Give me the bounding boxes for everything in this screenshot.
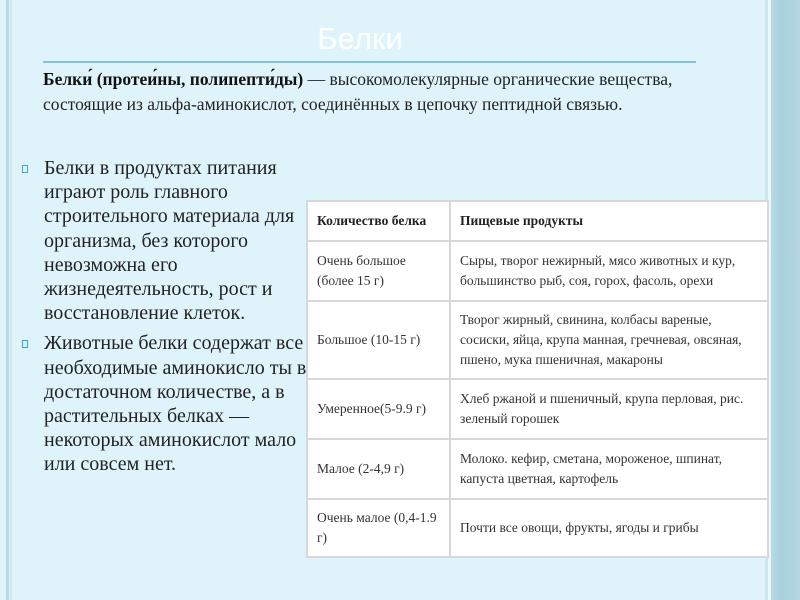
- protein-content-table: [306, 200, 769, 558]
- table-row: [307, 379, 768, 439]
- cell-amount: Большое (10-15 г): [307, 301, 450, 379]
- bullet-item: [22, 156, 307, 325]
- bullet-list: [22, 156, 307, 483]
- table-row: [307, 301, 768, 379]
- cell-products: Сыры, творог нежирный, мясо животных и кур, большинство рыб, соя, горох, фасоль, орехи: [450, 241, 768, 301]
- cell-products: Творог жирный, свинина, колбасы вареные, сосиски, яйца, крупа манная, гречневая, овсяная, пшено, мука пшеничная, макароны: [450, 301, 768, 379]
- bullet-item: [22, 331, 307, 476]
- definition-term: Белки́ (протеи́ны, полипепти́ды): [43, 69, 304, 89]
- table-row: [307, 499, 768, 557]
- cell-amount: Умеренное(5-9.9 г): [307, 379, 450, 439]
- cell-amount: Очень малое (0,4-1.9 г): [307, 499, 450, 557]
- cell-amount: Малое (2-4,9 г): [307, 439, 450, 499]
- header-protein-amount: Количество белка: [307, 201, 450, 241]
- cell-products: Почти все овощи, фрукты, ягоды и грибы: [450, 499, 768, 557]
- bullet-text: Животные белки содержат все необходимые аминокисло ты в достаточном количестве, а в растительных белках — некоторых аминокислот мало или совсем нет.: [44, 332, 307, 476]
- table-row: [307, 439, 768, 499]
- header-food-products: Пищевые продукты: [450, 201, 768, 241]
- table-row: [307, 241, 768, 301]
- slide-right-frame: [765, 0, 800, 600]
- slide-left-border-inner: [10, 0, 12, 600]
- slide-left-border: [6, 0, 9, 600]
- definition-text: — высокомолекулярные органические вещества, состоящие из альфа-аминокислот, соединённых в цепочку пептидной связью.: [43, 69, 673, 114]
- bullet-square-icon: [22, 340, 28, 348]
- cell-amount: Очень большое (более 15 г): [307, 241, 450, 301]
- definition-paragraph: [43, 67, 723, 117]
- slide-title: Белки: [317, 21, 403, 56]
- cell-products: Хлеб ржаной и пшеничный, крупа перловая, рис. зеленый горошек: [450, 379, 768, 439]
- cell-products: Молоко. кефир, сметана, мороженое, шпинат, капуста цветная, картофель: [450, 439, 768, 499]
- table-header-row: [307, 201, 768, 241]
- bullet-square-icon: [22, 165, 28, 173]
- title-underline: [43, 61, 696, 63]
- bullet-text: Белки в продуктах питания играют роль главного строительного материала для организма, без которого невозможна его жизнедеятельность, рост и восстановление клеток.: [44, 157, 295, 325]
